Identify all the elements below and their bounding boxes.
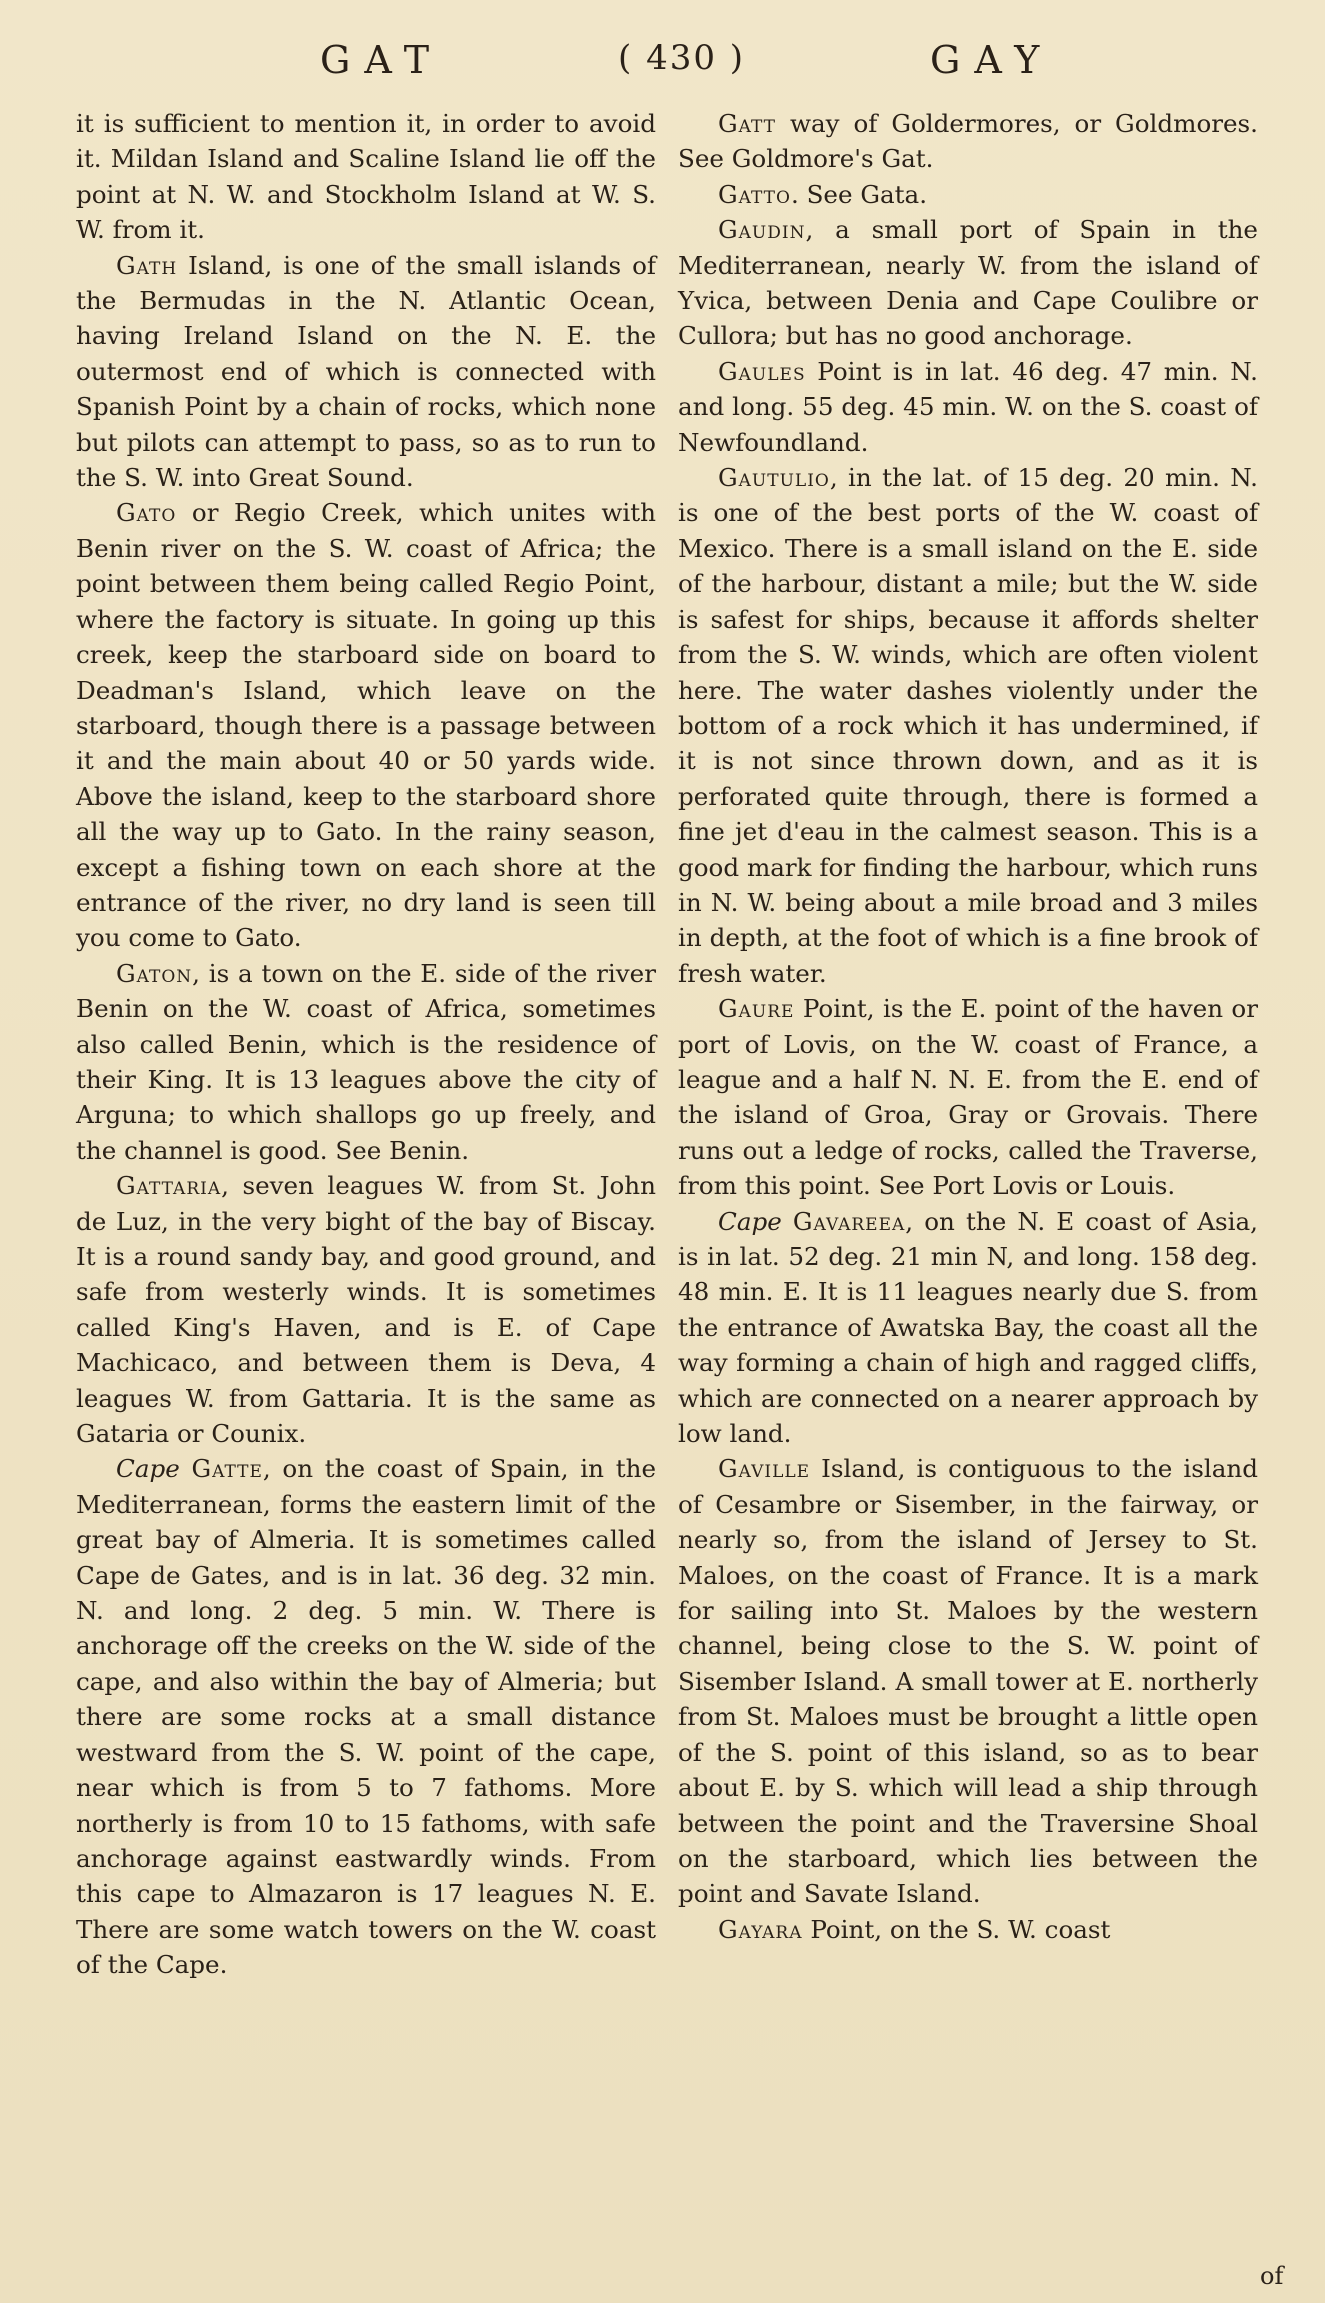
entry-text: , a small port of Spain in the Mediterranean, nearly W. from the island of Yvica, between Denia and Cape Coulibre or Cullora; but has no good anchorage. <box>678 215 1258 351</box>
entry-text: or Regio Creek, which unites with Benin river on the S. W. coast of Africa; the point between them being called Regio Point, where the factory is situate. In going up this creek, keep the starboard side on board to Deadman's Island, which leave on the starboard, though there is a passage between it and the main about 40 or 50 yards wide. Above the island, keep to the starboard shore all the way up to Gato. In the rainy season, except a fishing town on each shore at the entrance of the river, no dry land is seen till you come to Gato. <box>76 498 656 953</box>
entry-headword: Gayara <box>718 1914 803 1944</box>
dictionary-entry <box>678 177 1258 212</box>
page-number: ( 430 ) <box>618 38 746 78</box>
entry-prefix: Cape <box>116 1454 180 1484</box>
entry-text: Point, is the E. point of the haven or port of Lovis, on the W. coast of France, a league and a half N. N. E. from the E. end of the island of Groa, Gray or Grovais. There runs out a ledge of rocks, called the Traverse, from this point. See Port Lovis or Louis. <box>678 994 1258 1201</box>
entry-headword: Gautulio <box>718 463 830 493</box>
dictionary-entry <box>678 1204 1258 1452</box>
entry-text: , on the N. E coast of Asia, is in lat. 52 deg. 21 min N, and long. 158 deg. 48 min. E. It is 11 leagues nearly due S. from the entrance of Awatska Bay, the coast all the way forming a chain of high and ragged cliffs, which are connected on a nearer approach by low land. <box>678 1206 1258 1449</box>
left-column <box>76 106 656 1983</box>
dictionary-entry <box>76 1451 656 1982</box>
entry-text: Point, on the S. W. coast <box>802 1914 1111 1944</box>
entry-text: , seven leagues W. from St. John de Luz, in the very bight of the bay of Biscay. It is a round sandy bay, and good ground, and safe from westerly winds. It is sometimes called King's Haven, and is E. of Cape Machicaco, and between them is Deva, 4 leagues W. from Gattaria. It is the same as Gataria or Counix. <box>76 1171 656 1449</box>
entry-text: . See Gata. <box>790 179 928 209</box>
dictionary-entry <box>76 956 656 1168</box>
entry-headword: Gaton <box>116 958 193 988</box>
entry-headword: Gattaria <box>116 1171 222 1201</box>
entry-text: Island, is one of the small islands of the Bermudas in the N. Atlantic Ocean, having Ireland Island on the N. E. the outermost end of which is connected with Spanish Point by a chain of rocks, which none but pilots can attempt to pass, so as to run to the S. W. into Great Sound. <box>76 250 656 493</box>
entry-headword: Gatt <box>718 109 776 138</box>
dictionary-entry <box>678 1912 1258 1947</box>
entry-headword: Gatte <box>191 1454 263 1484</box>
dictionary-entry <box>678 106 1258 177</box>
entry-headword: Gaudin <box>718 215 806 245</box>
entry-prefix: Cape <box>718 1206 782 1236</box>
entry-text: , on the coast of Spain, in the Mediterranean, forms the eastern limit of the great bay of Almeria. It is sometimes called Cape de Gates, and is in lat. 36 deg. 32 min. N. and long. 2 deg. 5 min. W. There is anchorage off the creeks on the W. side of the cape, and also within the bay of Almeria; but there are some rocks at a small distance westward from the S. W. point of the cape, near which is from 5 to 7 fathoms. More northerly is from 10 to 15 fathoms, with safe anchorage against eastwardly winds. From this cape to Almazaron is 17 leagues N. E. There are some watch towers on the W. coast of the Cape. <box>76 1454 656 1980</box>
dictionary-entry <box>678 354 1258 460</box>
entry-text: it is sufficient to mention it, in order to avoid it. Mildan Island and Scaline Island lie off the point at N. W. and Stockholm Island at W. S. W. from it. <box>76 109 656 245</box>
entry-headword: Gavareea <box>792 1206 906 1236</box>
dictionary-entry <box>76 1168 656 1451</box>
dictionary-entry <box>678 460 1258 991</box>
header-right-guideword: GAY <box>930 38 1054 82</box>
dictionary-entry <box>678 991 1258 1203</box>
entry-text: Point is in lat. 46 deg. 47 min. N. and long. 55 deg. 45 min. W. on the S. coast of Newfoundland. <box>678 356 1258 457</box>
dictionary-entry <box>76 248 656 496</box>
right-column <box>678 106 1258 1947</box>
running-header <box>0 38 1325 88</box>
header-left-guideword: GAT <box>320 38 444 82</box>
catchword: of <box>1260 2262 1284 2290</box>
entry-text: way of Goldermores, or Goldmores. See Goldmore's Gat. <box>678 109 1258 174</box>
dictionary-entry <box>76 106 656 248</box>
entry-text: , in the lat. of 15 deg. 20 min. N. is one of the best ports of the W. coast of Mexico. There is a small island on the E. side of the harbour, distant a mile; but the W. side is safest for ships, because it affords shelter from the S. W. winds, which are often violent here. The water dashes violently under the bottom of a rock which it has undermined, if it is not since thrown down, and as it is perforated quite through, there is formed a fine jet d'eau in the calmest season. This is a good mark for finding the harbour, which runs in N. W. being about a mile broad and 3 miles in depth, at the foot of which is a fine brook of fresh water. <box>678 463 1258 988</box>
entry-headword: Gaure <box>718 994 795 1024</box>
dictionary-entry <box>678 212 1258 354</box>
entry-text: , is a town on the E. side of the river Benin on the W. coast of Africa, sometimes also called Benin, which is the residence of their King. It is 13 leagues above the city of Arguna; to which shallops go up freely, and the channel is good. See Benin. <box>76 958 656 1165</box>
entry-headword: Gato <box>116 498 177 528</box>
entry-text: Island, is contiguous to the island of Cesambre or Sisember, in the fairway, or nearly so, from the island of Jersey to St. Maloes, on the coast of France. It is a mark for sailing into St. Maloes by the western channel, being close to the S. W. point of Sisember Island. A small tower at E. northerly from St. Maloes must be brought a little open of the S. point of this island, so as to bear about E. by S. which will lead a ship through between the point and the Traversine Shoal on the starboard, which lies between the point and Savate Island. <box>678 1454 1258 1909</box>
entry-headword: Gath <box>116 250 178 280</box>
entry-headword: Gatto <box>718 179 791 209</box>
entry-headword: Gaville <box>718 1454 811 1484</box>
dictionary-entry <box>76 495 656 955</box>
dictionary-entry <box>678 1451 1258 1911</box>
entry-headword: Gaules <box>718 356 806 386</box>
